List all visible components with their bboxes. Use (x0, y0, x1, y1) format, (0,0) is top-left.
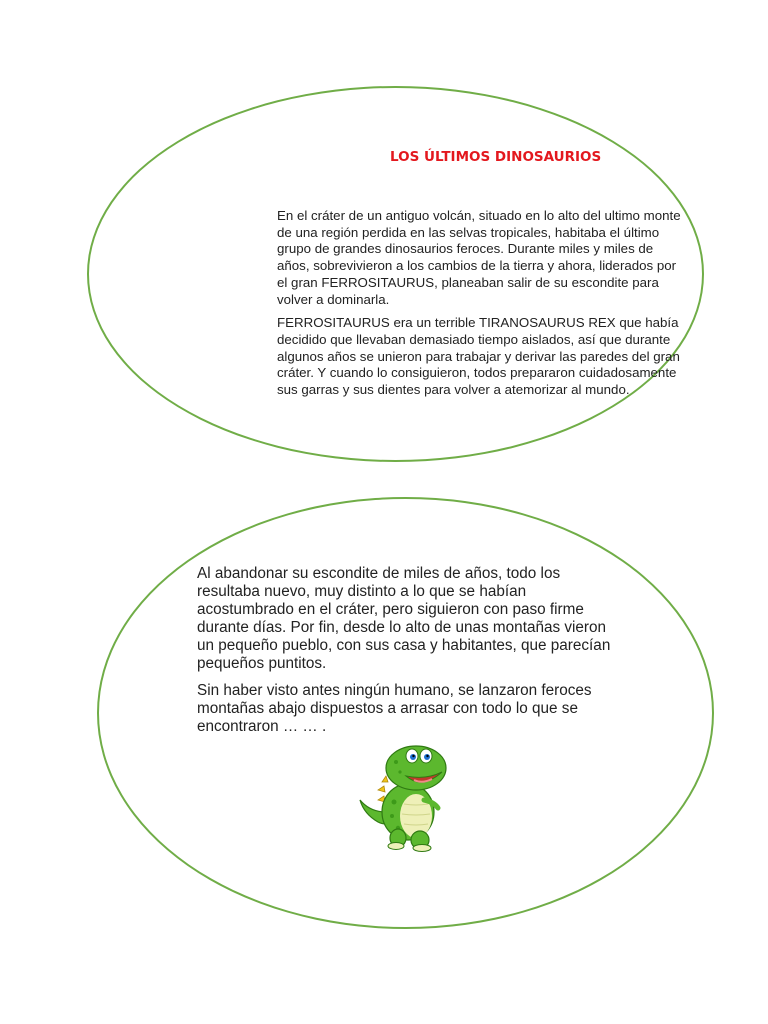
story-section-bottom (197, 565, 617, 736)
dinosaur-icon (356, 742, 454, 852)
paragraph-2: FERROSITAURUS era un terrible TIRANOSAURUS REX que había decidido que llevaban demasiado tiempo aislados, así que durante algunos años se unieron para trabajar y derivar las paredes del gran cráter. Y cuando lo consiguieron, todos prepararon cuidadosamente sus garras y sus dientes para volver a atemorizar al mundo. (277, 315, 680, 398)
paragraph-3: Al abandonar su escondite de miles de años, todo los resultaba nuevo, muy distinto a lo que se habían acostumbrado en el cráter, pero siguieron con paso firme durante días. Por fin, desde lo alto de unas montañas vieron un pequeño pueblo, con sus casa y habitantes, que parecían pequeños puntitos. (197, 565, 611, 673)
page-title: LOS ÚLTIMOS DINOSAURIOS (390, 149, 602, 165)
story-section-top (277, 208, 689, 399)
paragraph-4: Sin haber visto antes ningún humano, se lanzaron feroces montañas abajo dispuestos a arrasar con todo lo que se encontraron … … . (197, 681, 592, 735)
paragraph-1: En el cráter de un antiguo volcán, situado en lo alto del ultimo monte de una región perdida en las selvas tropicales, habitaba el último grupo de grandes dinosaurios feroces. Durante miles y miles de años, sobrevivieron a los cambios de la tierra y ahora, liderados por el gran FERROSITAURUS, planeaban salir de su escondite para volver a dominarla. (277, 208, 681, 307)
